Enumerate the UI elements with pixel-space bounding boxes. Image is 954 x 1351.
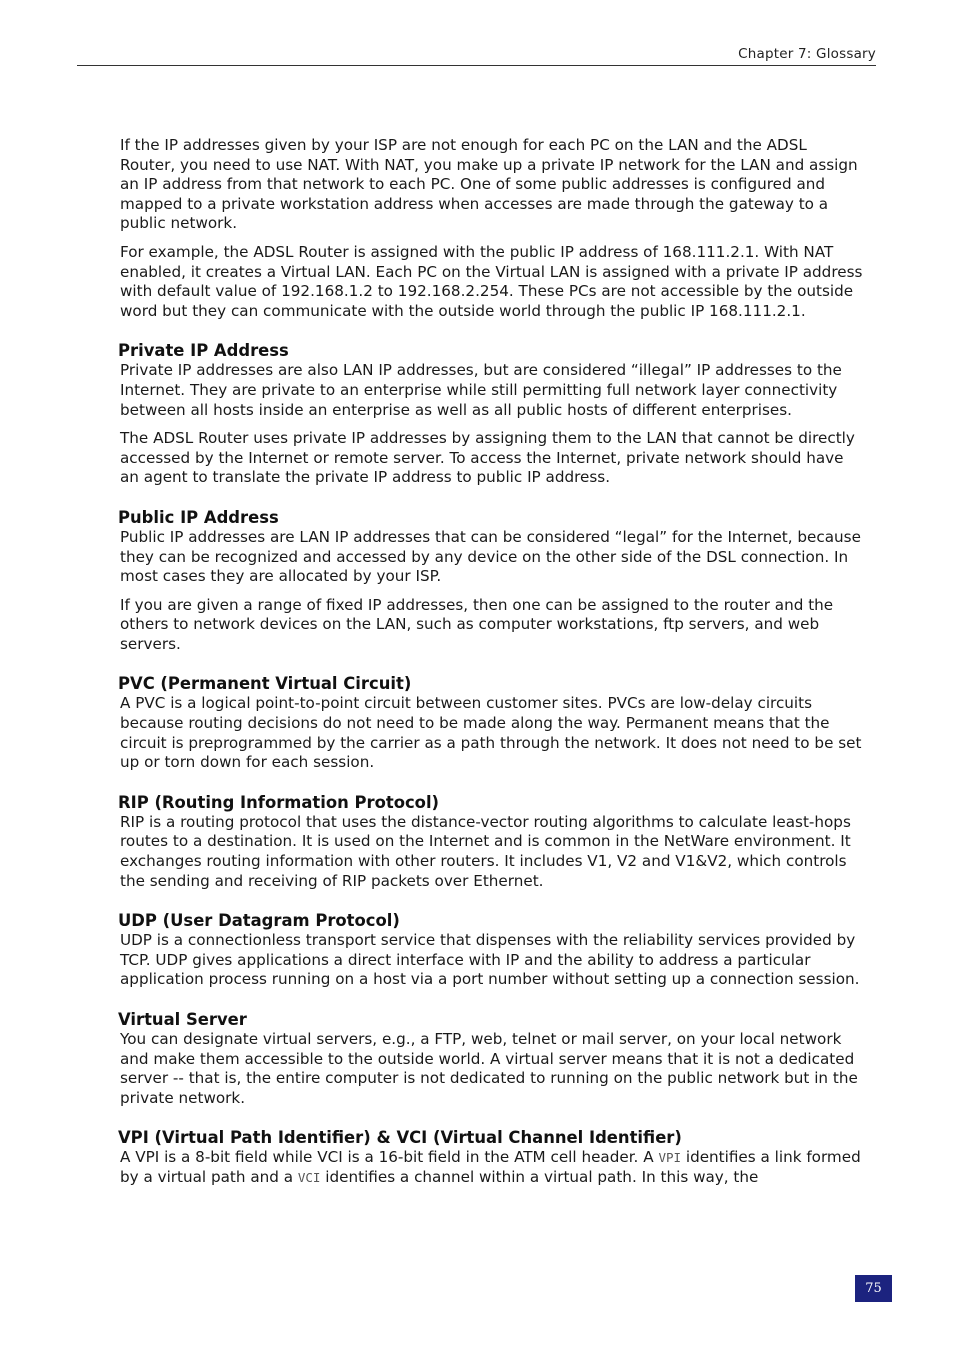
public-ip-heading: Public IP Address [118, 507, 279, 527]
chapter-title: Chapter 7: Glossary [738, 46, 876, 62]
pvc-paragraph: A PVC is a logical point-to-point circuit between customer sites. PVCs are low-delay circuits because routing decisions do not need to be made along the way. Permanent means that the circuit is preprogrammed by the carrier as a path through the network. It does not need to be set up or torn down for each session. [120, 694, 862, 772]
private-ip-heading: Private IP Address [118, 341, 289, 361]
vci-code: VCI [297, 1169, 321, 1185]
vpi-vci-text-3: identifies a channel within a virtual path. In this way, the [320, 1167, 759, 1186]
public-ip-paragraph-1: Public IP addresses are LAN IP addresses that can be considered “legal” for the Internet, because they can be recognized and accessed by any device on the other side of the DSL connection. In most cases they are allocated by your ISP. [120, 527, 861, 586]
rip-paragraph: RIP is a routing protocol that uses the distance-vector routing algorithms to calculate least-hops routes to a destination. It is used on the Internet and is common in the NetWare environment. It exchanges routing information with other routers. It includes V1, V2 and V1&V2, which controls the sending and receiving of RIP packets over Ethernet. [120, 812, 851, 890]
vpi-code: VPI [658, 1150, 682, 1166]
private-ip-paragraph-2: The ADSL Router uses private IP addresses by assigning them to the LAN that cannot be directly accessed by the Internet or remote server. To access the Internet, private network should have an agent to translate the private IP address to public IP address. [120, 429, 855, 487]
page-body [118, 136, 863, 1197]
rip-heading: RIP (Routing Information Protocol) [118, 792, 440, 812]
page-number-badge [855, 1275, 892, 1302]
page-number: 75 [865, 1281, 882, 1296]
udp-paragraph: UDP is a connectionless transport service that dispenses with the reliability services provided by TCP. UDP gives applications a direct interface with IP and the ability to address a particular application process running on a host via a port number without setting up a connection session. [120, 931, 860, 989]
intro-paragraph-2: For example, the ADSL Router is assigned with the public IP address of 168.111.2.1. With NAT enabled, it creates a Virtual LAN. Each PC on the Virtual LAN is assigned with a private IP address with default value of 192.168.1.2 to 192.168.2.254. These PCs are not accessible by the outside word but they can communicate with the outside world through the public IP 168.111.2.1. [120, 242, 863, 320]
pvc-heading: PVC (Permanent Virtual Circuit) [118, 674, 412, 694]
page-header [77, 44, 876, 66]
vpi-vci-heading: VPI (Virtual Path Identifier) & VCI (Virtual Channel Identifier) [118, 1128, 682, 1148]
private-ip-paragraph-1: Private IP addresses are also LAN IP addresses, but are considered “illegal” IP addresses to the Internet. They are private to an enterprise while still permitting full network layer connectivity between all hosts inside an enterprise as well as all public hosts of different enterprises. [120, 361, 842, 419]
virtual-server-paragraph: You can designate virtual servers, e.g., a FTP, web, telnet or mail server, on your local network and make them accessible to the outside world. A virtual server means that it is not a dedicated server -- that is, the entire computer is not dedicated to running on the public network but in the private network. [120, 1030, 858, 1107]
public-ip-paragraph-2: If you are given a range of fixed IP addresses, then one can be assigned to the router and the others to network devices on the LAN, such as computer workstations, ftp servers, and web servers. [120, 595, 834, 653]
virtual-server-heading: Virtual Server [118, 1010, 247, 1029]
udp-heading: UDP (User Datagram Protocol) [118, 911, 400, 931]
intro-paragraph-1: If the IP addresses given by your ISP are not enough for each PC on the LAN and the ADSL Router, you need to use NAT. With NAT, you make up a private IP network for the LAN and assign an IP address from that network to each PC. One of some public addresses is configured and mapped to a private workstation address when accesses are made through the gateway to a public network. [120, 136, 858, 233]
vpi-vci-text-2: identifies a link formed by a virtual path and a [120, 1148, 861, 1186]
vpi-vci-paragraph [120, 1148, 863, 1187]
vpi-vci-text-1: A VPI is a 8-bit field while VCI is a 16-bit field in the ATM cell header. A [120, 1148, 659, 1167]
